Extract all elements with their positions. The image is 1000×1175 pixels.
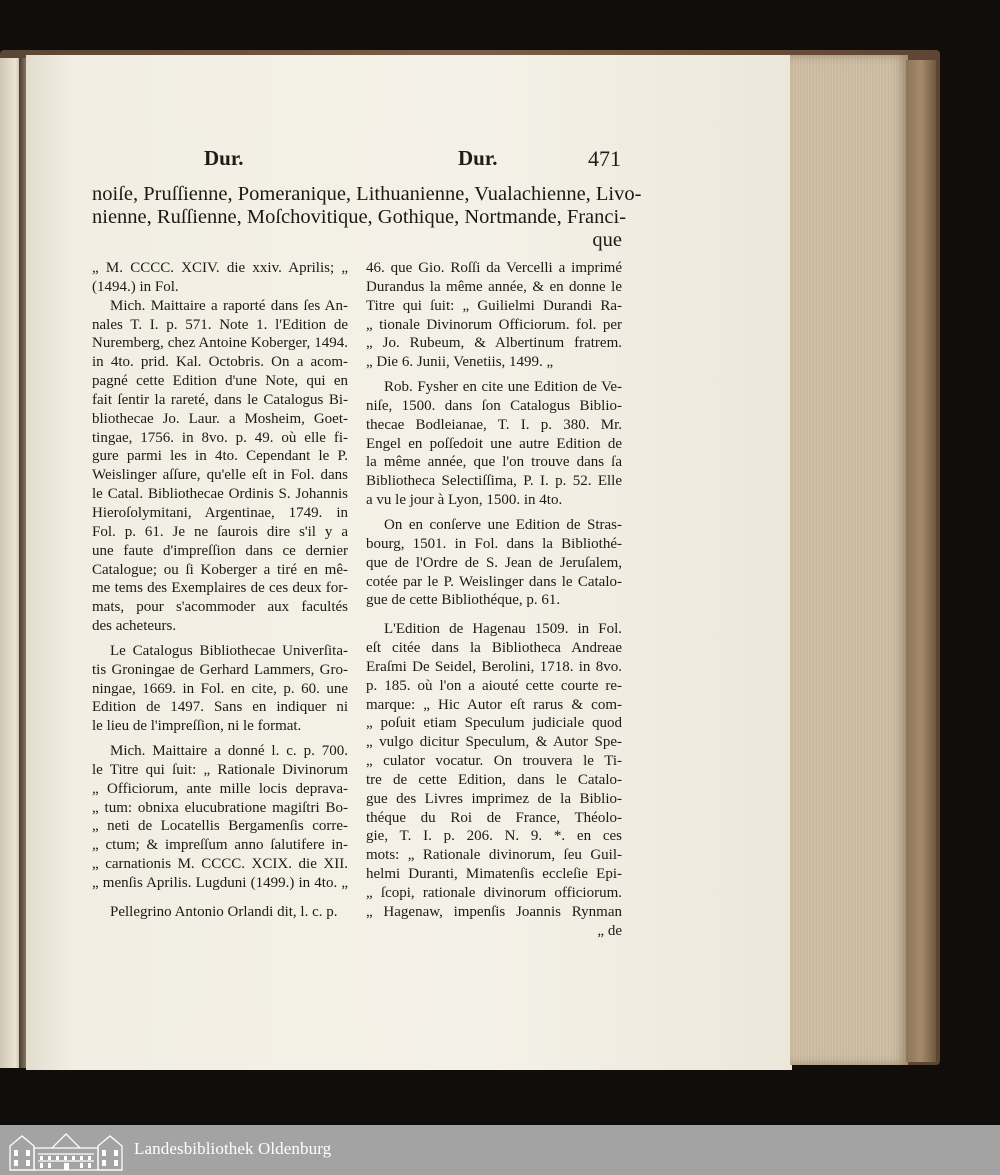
library-name: Landesbibliothek Oldenburg [134, 1139, 332, 1158]
text-line: „ poſuit etiam Speculum judiciale quod [366, 715, 622, 732]
text-line: „ tum: obnixa elucubratione magiſtri Bo- [92, 799, 348, 816]
text-line: gue de cette Bibliothéque, p. 61. [366, 592, 561, 609]
text-line: Edition de 1497. Sans en indiquer ni [92, 699, 348, 716]
text-line: Fol. p. 61. Je ne ſaurois dire s'il y a [92, 523, 348, 540]
text-line: „ de [597, 922, 622, 939]
text-line: Engel en poſſedoit une autre Edition de [366, 435, 622, 452]
text-line: des acheteurs. [92, 618, 177, 635]
text-line: me tems des Exemplaires de ces deux for- [92, 580, 348, 597]
text-line: a vu le jour à Lyon, 1500. in 4to. [366, 492, 563, 509]
text-line: Durandus la même année, & en donne le [366, 278, 622, 295]
text-line: une faute d'impreſſion dans ce dernier [92, 542, 348, 559]
text-line: helmi Duranti, Mimatenſis eccleſie Epi- [366, 866, 622, 883]
text-line: „ Die 6. Junii, Venetiis, 1499. „ [366, 354, 554, 371]
text-line: Pellegrino Antonio Orlandi dit, l. c. p. [110, 903, 338, 920]
text-line: Titre qui ſuit: „ Guilielmi Durandi Ra- [366, 297, 622, 314]
text-line: Le Catalogus Bibliothecae Univerſita- [110, 642, 348, 659]
text-line: „ culator vocatur. On trouvera le Ti- [366, 753, 622, 770]
page-block-edge [790, 55, 908, 1065]
paragraph-gap [92, 893, 348, 903]
text-line: L'Edition de Hagenau 1509. in Fol. [384, 621, 622, 638]
text-line: (1494.) in Fol. [92, 278, 179, 295]
text-line: „ tionale Divinorum Officiorum. fol. per [366, 316, 622, 333]
text-line: ningae, 1669. in Fol. en cite, p. 60. une [92, 680, 348, 697]
text-line: in 4to. prid. Kal. Octobris. On a acom- [92, 354, 348, 371]
text-line: niſe, 1500. dans ſon Catalogus Biblio- [366, 397, 622, 414]
text-line: p. 185. où l'on a aiouté cette courte re- [366, 677, 622, 694]
text-line: gie, T. I. p. 206. N. 9. *. en ces [366, 828, 622, 845]
page-number: 471 [588, 146, 621, 171]
text-line: Hieroſolymitani, Argentinae, 1749. in [92, 504, 348, 521]
text-line: le Catal. Bibliothecae Ordinis S. Johannis [92, 486, 348, 503]
text-line: nales T. I. p. 571. Note 1. l'Edition de [92, 316, 348, 333]
text-line: Bibliotheca Selectiſſima, P. I. p. 52. Elle [366, 473, 622, 490]
text-line: gue des Livres imprimez de la Biblio- [366, 790, 622, 807]
text-line: „ M. CCCC. XCIV. die xxiv. Aprilis; „ [92, 260, 348, 276]
text-line: la même année, que l'on trouve dans ſa [366, 454, 622, 471]
running-head-center: Dur. [458, 146, 498, 170]
text-line: Nuremberg, chez Antoine Koberger, 1494. [92, 335, 348, 352]
text-line: cotée par le P. Weislinger dans le Catalo- [366, 573, 622, 590]
text-line: le Titre qui ſuit: „ Rationale Divinorum [92, 761, 348, 778]
text-line: 46. que Gio. Roſſi da Vercelli a imprimé [366, 260, 622, 276]
text-line: mats, pour s'acommoder aux facultés [92, 599, 348, 616]
text-line: théque du Roi de France, Théolo- [366, 809, 622, 826]
text-line: „ carnationis M. CCCC. XCIX. die XII. [92, 856, 348, 873]
text-line: Mich. Maittaire a raporté dans ſes An- [110, 297, 348, 314]
text-line: bourg, 1501. in Fol. dans la Bibliothé- [366, 535, 622, 552]
text-line: le lieu de l'impreſſion, ni le format. [92, 718, 302, 735]
text-line: Rob. Fysher en cite une Edition de Ve- [384, 379, 622, 396]
left-text-column [92, 259, 348, 922]
text-line: tre de cette Edition, dans le Catalo- [366, 771, 622, 788]
text-line: „ Hagenaw, impenſis Joannis Rynman [366, 903, 622, 920]
text-line: „ ſcopi, rationale divinorum officiorum. [366, 885, 622, 901]
text-line: thecae Bodleianae, T. I. p. 380. Mr. [366, 416, 622, 433]
text-line: pagné cette Edition d'une Note, qui en [92, 373, 348, 390]
continuation-line: que [592, 229, 622, 251]
continuation-line: noiſe, Pruſſienne, Pomeranique, Lithuanienne, Vualachienne, Livo- [92, 183, 642, 205]
library-footer-bar [0, 1125, 1000, 1175]
text-line: Catalogue; ou ſi Koberger a tiré en mê- [92, 561, 348, 578]
text-line: que de l'Ordre de S. Jean de Jeruſalem, [366, 554, 622, 571]
text-line: Eraſmi De Seidel, Berolini, 1718. in 8vo. [366, 658, 622, 675]
text-line: bliothecae Jo. Laur. a Mosheim, Goet- [92, 410, 348, 427]
back-board [906, 60, 936, 1062]
text-line: „ vulgo dicitur Speculum, & Autor Spe- [366, 734, 622, 751]
text-line: „ menſis Aprilis. Lugduni (1499.) in 4to. „ [92, 875, 348, 891]
text-line: „ neti de Locatellis Bergamenſis corre- [92, 818, 348, 835]
text-line: On en conſerve une Edition de Stras- [384, 516, 622, 533]
paragraph-gap [366, 610, 622, 620]
text-line: „ Jo. Rubeum, & Albertinum fratrem. [366, 335, 622, 352]
text-line: eſt citée dans la Bibliotheca Andreae [366, 640, 622, 657]
library-building-logo [8, 1128, 124, 1172]
text-line: Mich. Maittaire a donné l. c. p. 700. [110, 743, 348, 760]
continuation-text [92, 183, 642, 252]
text-line: gure parmi les in 4to. Cependant le P. [92, 448, 348, 465]
text-line: tingae, 1756. in 8vo. p. 49. où elle fi- [92, 429, 348, 446]
right-text-column [366, 259, 622, 941]
text-line: mots: „ Rationale divinorum, ſeu Guil- [366, 847, 622, 864]
continuation-line: nienne, Ruſſienne, Moſchovitique, Gothique, Nortmande, Franci- [92, 206, 627, 228]
running-head-left: Dur. [204, 146, 244, 170]
text-line: marque: „ Hic Autor eſt rarus & com- [366, 696, 622, 713]
text-line: tis Groningae de Gerhard Lammers, Gro- [92, 661, 348, 678]
text-line: Weislinger aſſure, qu'elle eſt in Fol. dans [92, 467, 348, 484]
text-line: fait ſentir la rareté, dans le Catalogus Bi- [92, 391, 348, 408]
text-line: „ ctum; & impreſſum anno ſalutifere in- [92, 837, 348, 854]
text-line: „ Officiorum, ante mille locis deprava- [92, 780, 348, 797]
